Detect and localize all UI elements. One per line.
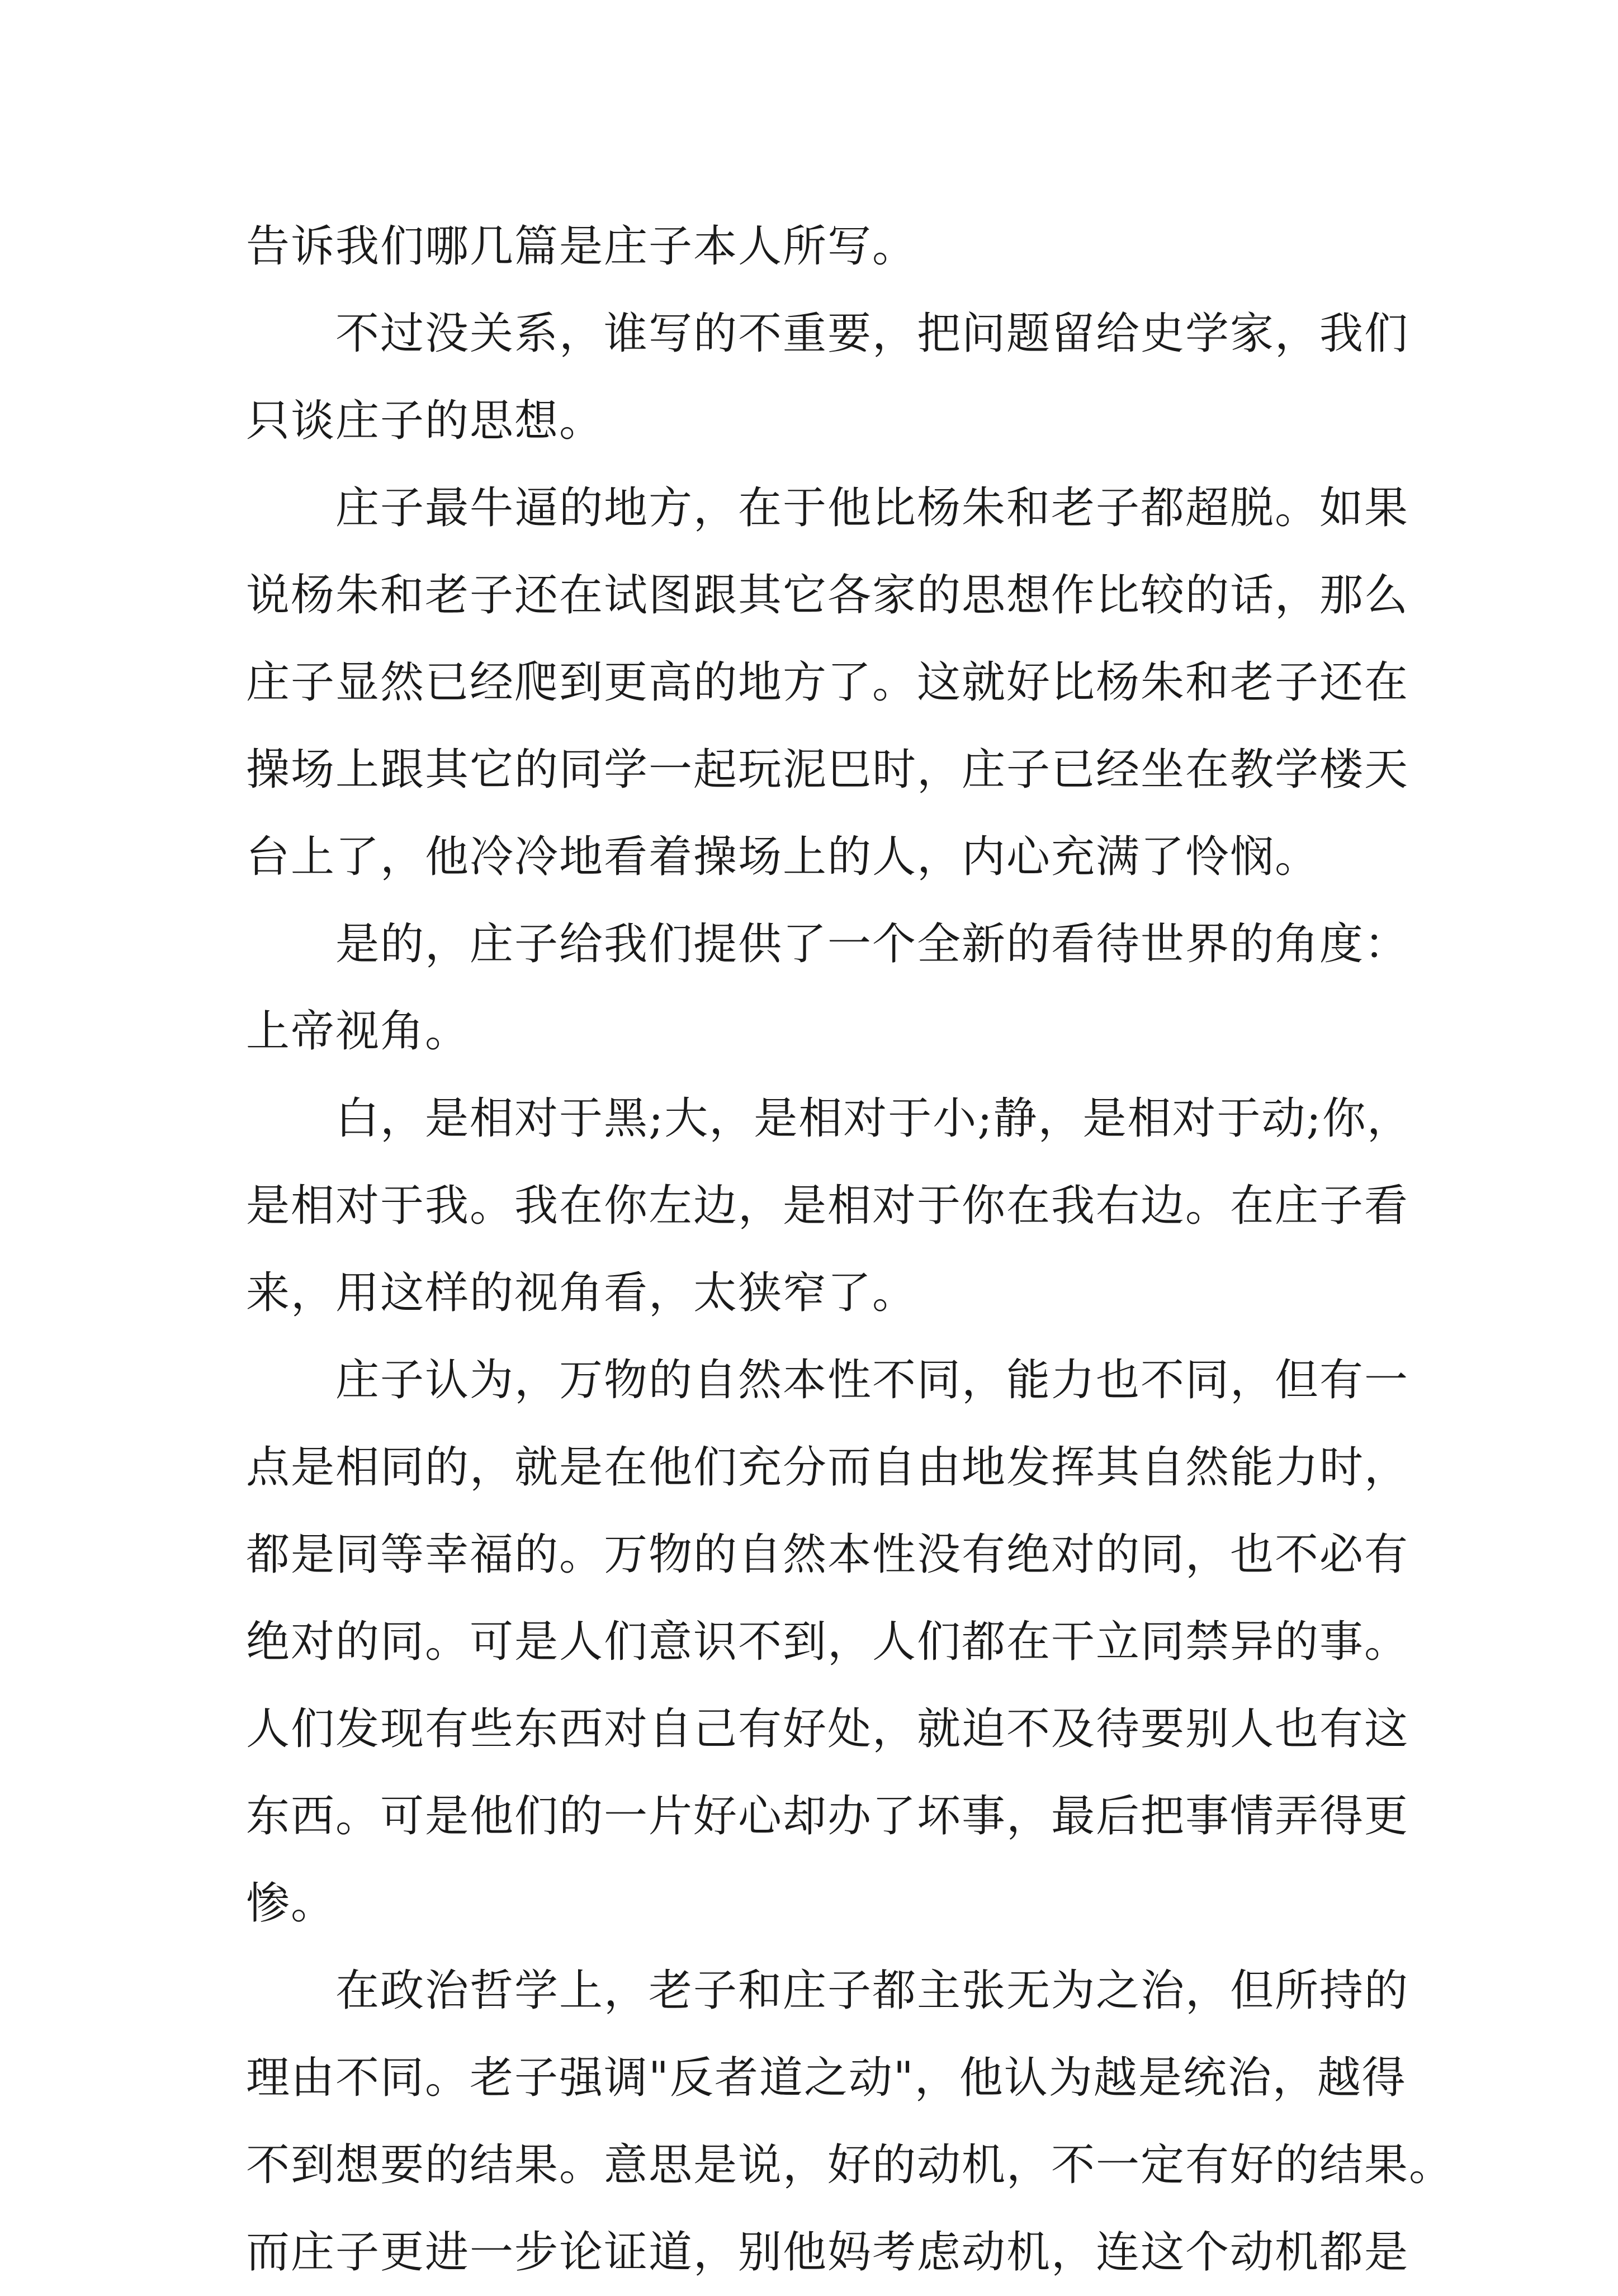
text-line: 是相对于我。我在你左边，是相对于你在我右边。在庄子看 (246, 1181, 1409, 1231)
text-line: 来，用这样的视角看，太狭窄了。 (246, 1268, 917, 1318)
text-line: 都是同等幸福的。万物的自然本性没有绝对的同，也不必有 (246, 1530, 1409, 1580)
text-line: 而庄子更进一步论证道，别他妈考虑动机，连这个动机都是 (246, 2227, 1409, 2278)
text-line: 是的，庄子给我们提供了一个全新的看待世界的角度： (335, 919, 1409, 969)
text-line: 东西。可是他们的一片好心却办了坏事，最后把事情弄得更 (246, 1791, 1409, 1841)
text-line: 理由不同。老子强调"反者道之动"，他认为越是统治，越得 (246, 2053, 1407, 2103)
text-line: 白，是相对于黑;大，是相对于小;静，是相对于动;你， (335, 1093, 1412, 1144)
text-line: 不到想要的结果。意思是说，好的动机，不一定有好的结果。 (246, 2140, 1454, 2190)
text-line: 说杨朱和老子还在试图跟其它各家的思想作比较的话，那么 (246, 570, 1409, 621)
text-line: 操场上跟其它的同学一起玩泥巴时，庄子已经坐在教学楼天 (246, 745, 1409, 795)
text-line: 庄子认为，万物的自然本性不同，能力也不同，但有一 (335, 1355, 1409, 1405)
text-line: 人们发现有些东西对自己有好处，就迫不及待要别人也有这 (246, 1704, 1409, 1754)
text-line: 只谈庄子的思想。 (246, 396, 604, 446)
text-line: 惨。 (246, 1878, 336, 1929)
text-line: 绝对的同。可是人们意识不到，人们都在干立同禁异的事。 (246, 1617, 1409, 1667)
text-line: 上帝视角。 (246, 1006, 470, 1057)
text-line: 告诉我们哪几篇是庄子本人所写。 (246, 221, 917, 272)
text-line: 点是相同的，就是在他们充分而自由地发挥其自然能力时， (246, 1442, 1409, 1493)
text-line: 在政治哲学上，老子和庄子都主张无为之治，但所持的 (335, 1966, 1409, 2016)
body-text (246, 203, 1454, 2296)
text-line: 庄子最牛逼的地方，在于他比杨朱和老子都超脱。如果 (335, 483, 1409, 533)
text-line: 不过没关系，谁写的不重要，把问题留给史学家，我们 (335, 309, 1409, 359)
text-line: 台上了，他冷冷地看着操场上的人，内心充满了怜悯。 (246, 832, 1320, 882)
text-line: 庄子显然已经爬到更高的地方了。这就好比杨朱和老子还在 (246, 657, 1409, 708)
